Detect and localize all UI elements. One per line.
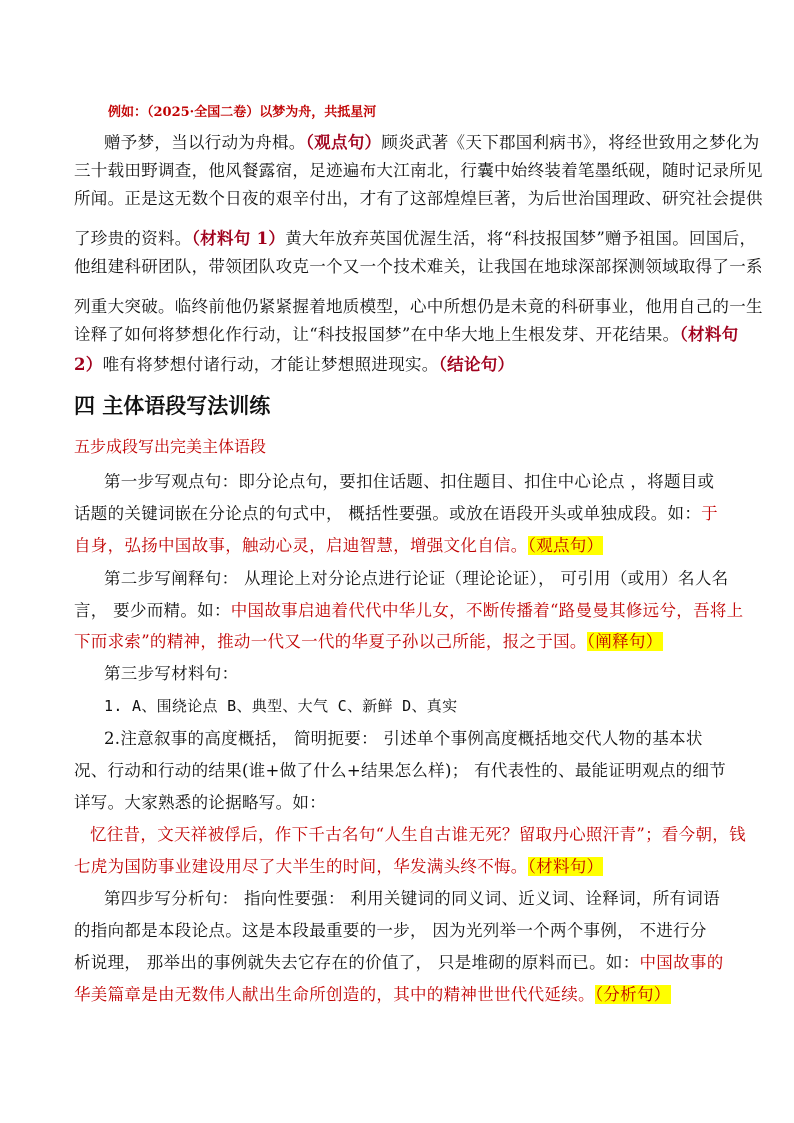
text: 析说理， 那举出的事例就失去它存在的价值了， 只是堆砌的原料而已。如： [74, 953, 640, 972]
step4-line-1: 第四步写分析句： 指向性要强： 利用关键词的同义词、近义词、诠释词，所有词语 [104, 889, 720, 908]
step3-line-4: 况、行动和行动的结果(谁+做了什么+结果怎么样)； 有代表性的、最能证明观点的细节 [74, 761, 727, 780]
example-line-3: 所闻。正是这无数个日夜的艰辛付出，才有了这部煌煌巨著，为后世治国理政、研究社会提供 [74, 189, 763, 208]
text: 赠予梦，当以行动为舟楫。 [104, 133, 306, 152]
text: 顾炎武著《天下郡国利病书》，将经世致用之梦化为 [381, 133, 760, 152]
step3-example-line-1: 忆往昔，文天祥被俘后，作下千古名句“人生自古谁无死？留取丹心照汗青”；看今朝，钱 [90, 825, 746, 844]
text: 了珍贵的资料。 [74, 229, 192, 248]
example-line-1 [104, 132, 764, 154]
text: 诠释了如何将梦想化作行动，让“科技报国梦”在中华大地上生根发芽、开花结果。 [74, 325, 680, 344]
example-line-5: 他组建科研团队，带领团队攻克一个又一个技术难关，让我国在地球深部探测领域取得了一系 [74, 257, 763, 276]
section-subtitle: 五步成段写出完美主体语段 [74, 437, 267, 456]
label-material-2b: 2） [74, 355, 103, 374]
text: 华美篇章是由无数伟人献出生命所创造的，其中的精神世世代代延续。 [74, 985, 595, 1004]
example-line-6: 列重大突破。临终前他仍紧紧握着地质模型，心中所想仍是未竟的科研事业，他用自己的一生 [74, 297, 763, 316]
text: 话题的关键词嵌在分论点的句式中， 概括性要强。或放在语段开头或单独成段。如： [74, 504, 702, 523]
step1-line-1: 第一步写观点句：即分论点句，要扣住话题、扣住题目、扣住中心论点 ，将题目或 [104, 472, 715, 491]
step3-example-line-2 [74, 856, 734, 878]
step3-line-1: 第三步写材料句： [104, 664, 239, 683]
label-viewpoint: （观点句） [305, 133, 382, 152]
label-viewpoint-2: （观点句） [527, 536, 604, 555]
text: 中国故事的 [639, 953, 724, 972]
text: 七虎为国防事业建设用尽了大半生的时间，华发满头终不悔。 [74, 857, 528, 876]
step4-line-3 [74, 952, 734, 974]
label-analysis: （分析句） [594, 985, 671, 1004]
text: 黄大年放弃英国优渥生活，将“科技报国梦”赠予祖国。回国后， [285, 229, 757, 248]
label-material-2a: （材料句 [679, 325, 739, 344]
step4-line-2: 的指向都是本段论点。这是本段最重要的一步， 因为光列举一个两个事例， 不进行分 [74, 921, 707, 940]
step2-line-1: 第二步写阐释句： 从理论上对分论点进行论证（理论论证）， 可引用（或用）名人名 [104, 569, 729, 588]
example-line-2: 三十载田野调查，他风餐露宿，足迹遍布大江南北，行囊中始终装着笔墨纸砚，随时记录所见 [74, 161, 763, 180]
text: 言， 要少而精。如： [74, 601, 231, 620]
example-line-4 [74, 228, 757, 250]
section-title: 四 主体语段写法训练 [74, 394, 271, 418]
step2-line-3 [74, 631, 734, 653]
label-material-3: （材料句） [527, 857, 604, 876]
step3-line-3: 2.注意叙事的高度概括， 简明扼要： 引述单个事例高度概括地交代人物的基本状 [104, 729, 703, 748]
step1-line-2 [74, 503, 734, 525]
step1-line-3 [74, 535, 734, 557]
step3-line-5: 详写。大家熟悉的论据略写。如： [74, 793, 326, 812]
step4-line-4 [74, 984, 734, 1006]
example-line-8 [74, 354, 734, 376]
label-material-1: （材料句 1） [191, 229, 286, 248]
step2-line-2 [74, 600, 744, 622]
text: 于 [701, 504, 718, 523]
example-line-7 [74, 324, 739, 346]
example-title: 例如：（2025·全国二卷）以梦为舟，共抵星河 [108, 105, 377, 120]
text: 中国故事启迪着代代中华儿女，不断传播着“路曼曼其修远兮，吾将上 [230, 601, 744, 620]
text: 自身，弘扬中国故事，触动心灵，启迪智慧，增强文化自信。 [74, 536, 528, 555]
label-conclusion: （结论句） [438, 355, 515, 374]
label-explain: （阐释句） [586, 632, 663, 651]
text: 下而求索”的精神，推动一代又一代的华夏子孙以己所能，报之于国。 [74, 632, 587, 651]
text: 唯有将梦想付诸行动，才能让梦想照进现实。 [102, 355, 439, 374]
step3-criteria: 1. A、围绕论点 B、典型、大气 C、新鲜 D、真实 [104, 697, 458, 715]
